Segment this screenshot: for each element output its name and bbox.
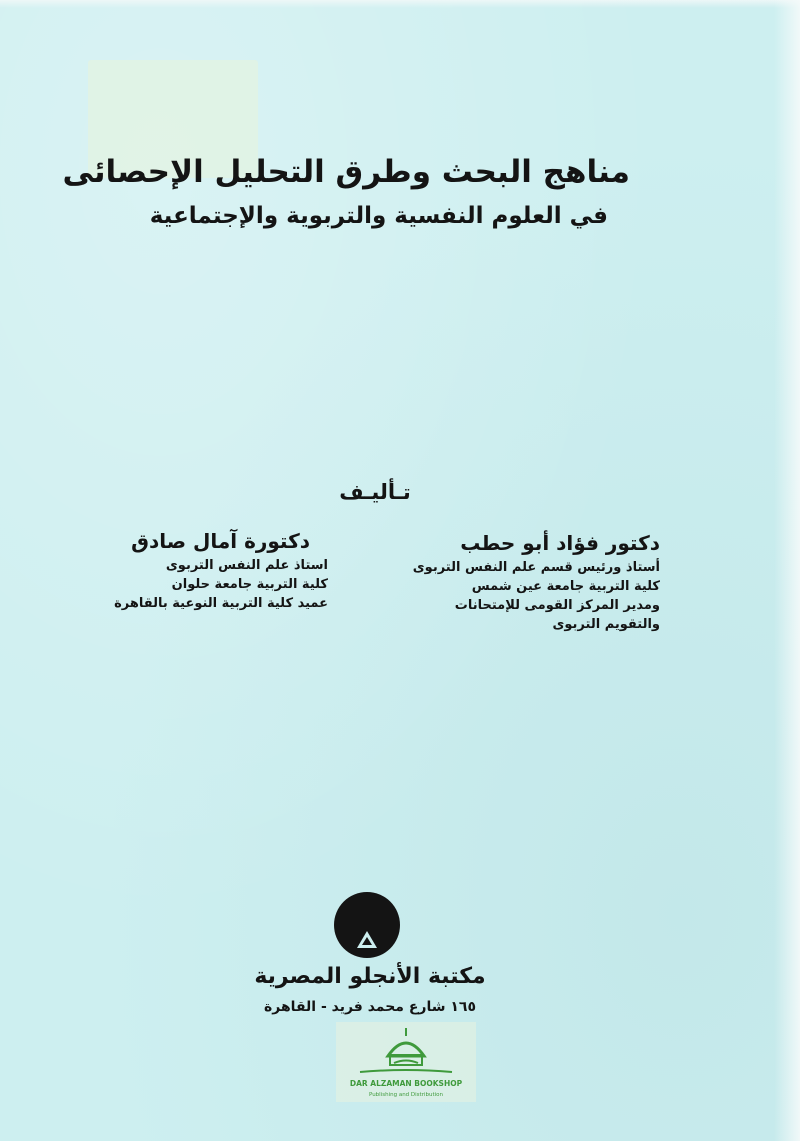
publisher-address: ١٦٥ شارع محمد فريد - القاهرة — [264, 999, 476, 1015]
authored-by-label: تـأليـف — [339, 480, 411, 504]
author-1-block — [412, 528, 660, 634]
author-2-role-2: كلية التربية جامعة حلوان — [171, 577, 328, 592]
author-2-role-1: استاذ علم النفس التربوى — [165, 558, 328, 573]
author-2-name: دكتورة آمال صادق — [131, 529, 310, 553]
triangle-in-circle-icon — [332, 890, 402, 960]
book-subtitle: في العلوم النفسية والتربوية والإجتماعية — [149, 203, 608, 229]
author-1-role-4: والتقويم التربوى — [552, 617, 660, 632]
stamp-tagline-en: Publishing and Distribution — [368, 1092, 444, 1098]
publisher-name: مكتبة الأنجلو المصرية — [254, 964, 486, 989]
author-1-name: دكتور فؤاد أبو حطب — [460, 531, 660, 555]
book-title: مناهج البحث وطرق التحليل الإحصائى — [62, 154, 630, 190]
page-edge-right — [774, 0, 800, 1141]
author-1-role-2: كلية التربية جامعة عين شمس — [471, 579, 660, 594]
stamp-name-en: DAR ALZAMAN BOOKSHOP — [349, 1079, 463, 1088]
dome-book-stamp-icon — [336, 1022, 476, 1102]
author-1-role-1: أستاذ ورئيس قسم علم النفس التربوى — [412, 560, 660, 575]
author-1-role-3: ومدير المركز القومى للإمتحانات — [454, 598, 660, 613]
author-2-role-3: عميد كلية التربية النوعية بالقاهرة — [114, 596, 328, 611]
page-edge-top — [0, 0, 800, 8]
author-2-block — [88, 526, 328, 613]
